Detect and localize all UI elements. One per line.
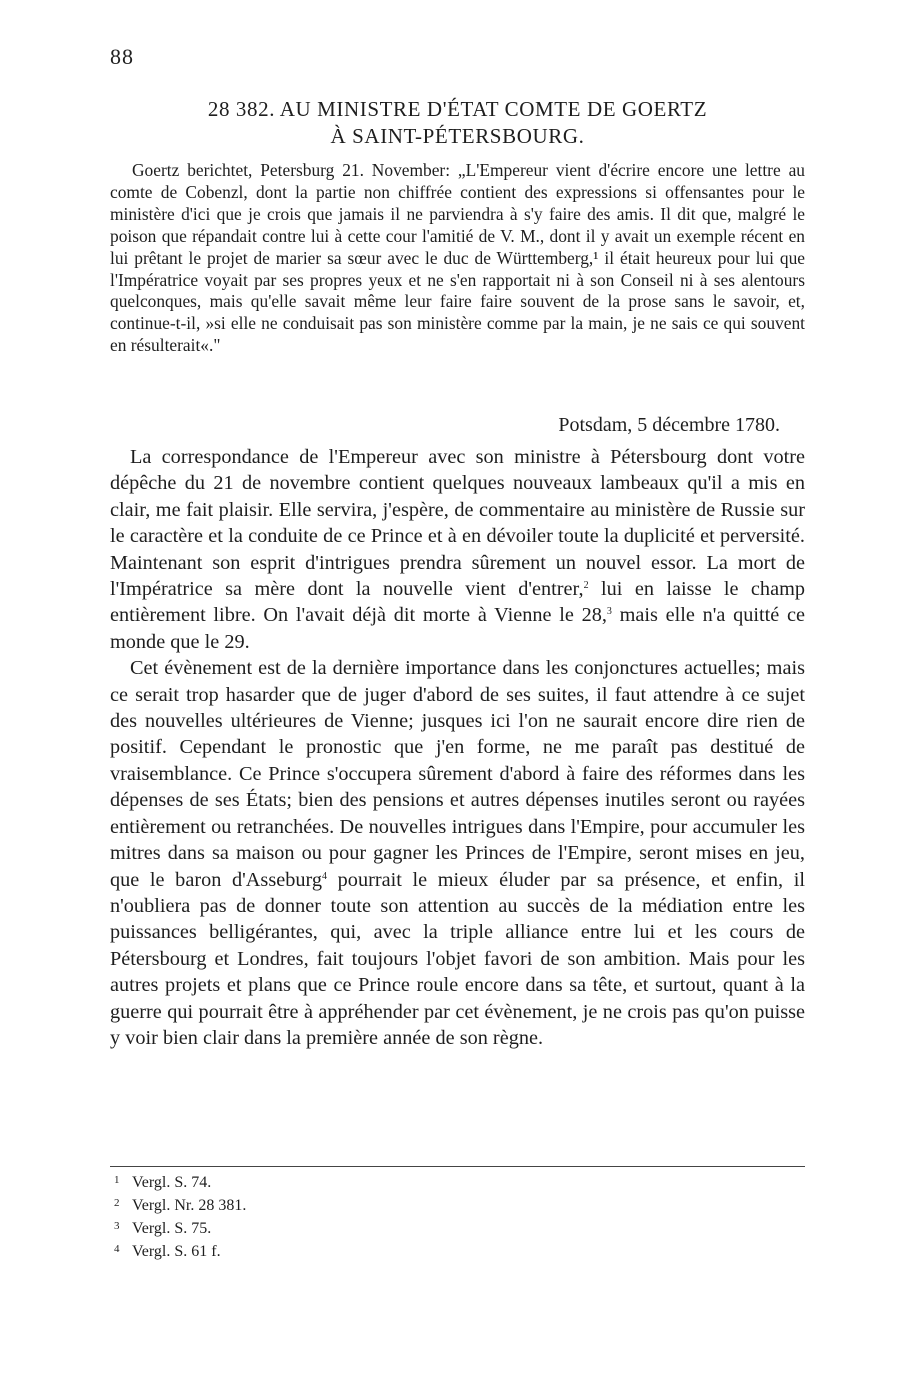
footnote-ref-4: 4: [322, 870, 328, 882]
summary-paragraph: Goertz berichtet, Petersburg 21. November: „L'Empereur vient d'écrire encore une lettre au comte de Cobenzl, dont la partie non chiffrée contient des expressions si offensantes pour le ministère d'ici que je crois que jamais il ne parviendra à s'y faire des amis. Il dit que, malgré le poison que répandait contre lui à cette cour l'amitié de V. M., dont il y avait un exemple récent en lui prêtant le projet de marier sa sœur avec le duc de Württemberg,¹ il était heureux pour lui que l'Impératrice voyait par ses propres yeux et ne s'en rapportait ni à son Conseil ni à ses alentours quelconques, mais qu'elle savait même leur faire faire souvent de la prose sans le savoir, et, continue-t-il, »si elle ne conduisait pas son ministère comme par la main, je ne sais ce qui souvent en résulterait«.": [110, 160, 805, 356]
letter-heading: [110, 96, 805, 150]
heading-line-1: 28 382. AU MINISTRE D'ÉTAT COMTE DE GOERTZ: [207, 97, 708, 121]
paragraph-2-part-b: pourrait le mieux éluder par sa présence, et enfin, il n'oubliera pas de donner toute son attention au succès de la médiation entre les puissances belligérantes, qui, avec la triple alliance entre lui et les cours de Pétersbourg et Londres, fait toujours l'objet favori de son ambition. Mais pour les autres projets et plans que ce Prince roule encore dans sa tête, et surtout, quant à la guerre qui pourrait être à appréhender par cet évènement, je ne crois pas qu'on puisse y voir bien clair dans la première année de son règne.: [110, 868, 805, 1049]
footnote-mark: 4: [114, 1243, 120, 1255]
letter-body: [110, 444, 805, 1051]
footnote-text: Vergl. Nr. 28 381.: [132, 1197, 247, 1214]
footnote-ref-3: 3: [606, 606, 612, 618]
footnote-ref-2: 2: [583, 580, 589, 592]
body-paragraph-1: [110, 444, 805, 655]
page-number: 88: [110, 44, 134, 69]
footnotes: [114, 1172, 246, 1264]
footnote-mark: 3: [114, 1220, 120, 1232]
footnote-item: [114, 1172, 246, 1195]
footnote-item: [114, 1241, 246, 1264]
footnote-mark: 2: [114, 1197, 120, 1209]
footnote-divider: [110, 1166, 805, 1167]
paragraph-2-part-a: Cet évènement est de la dernière importance dans les conjonctures actuelles; mais ce serait trop hasarder que de juger d'abord de ses suites, il faut attendre à ce sujet des nouvelles ultérieures de Vienne; jusques ici l'on ne saurait encore dire rien de positif. Cependant le pronostic que j'en forme, ne me paraît pas destitué de vraisemblance. Ce Prince s'occupera sûrement d'abord à faire des réformes dans les dépenses de ses États; bien des pensions et autres dépenses inutiles seront ou rayées entièrement ou retranchées. De nouvelles intrigues dans l'Empire, pour accumuler les mitres dans sa maison ou pour gagner les Princes de l'Empire, seront mises en jeu, que le baron d'Asseburg: [110, 657, 805, 891]
footnote-text: Vergl. S. 61 f.: [132, 1243, 221, 1260]
footnote-item: [114, 1218, 246, 1241]
paragraph-1-part-c: mais elle n'a quitté ce monde que le 29.: [110, 604, 805, 653]
footnote-item: [114, 1195, 246, 1218]
body-paragraph-2: [110, 655, 805, 1051]
heading-line-2: À SAINT-PÉTERSBOURG.: [330, 124, 585, 148]
footnote-text: Vergl. S. 74.: [132, 1174, 212, 1191]
footnote-mark: 1: [114, 1174, 120, 1186]
footnote-text: Vergl. S. 75.: [132, 1220, 212, 1237]
paragraph-1-part-b: lui en laisse le champ entièrement libre. On l'avait déjà dit morte à Vienne le 28,: [110, 578, 805, 627]
paragraph-1-part-a: La correspondance de l'Empereur avec son ministre à Pétersbourg dont votre dépêche du 21 de novembre contient quelques nouveaux lambeaux qu'il a mis en clair, me fait plaisir. Elle servira, j'espère, de commentaire au ministère de Russie sur le caractère et la conduite de ce Prince et à en dévoiler toute la duplicité et perversité. Maintenant son esprit d'intrigues prendra sûrement un nouvel essor. La mort de l'Impératrice sa mère dont la nouvelle vient d'entrer,: [110, 446, 805, 601]
dateline: Potsdam, 5 décembre 1780.: [558, 414, 780, 436]
report-summary: [110, 160, 805, 357]
